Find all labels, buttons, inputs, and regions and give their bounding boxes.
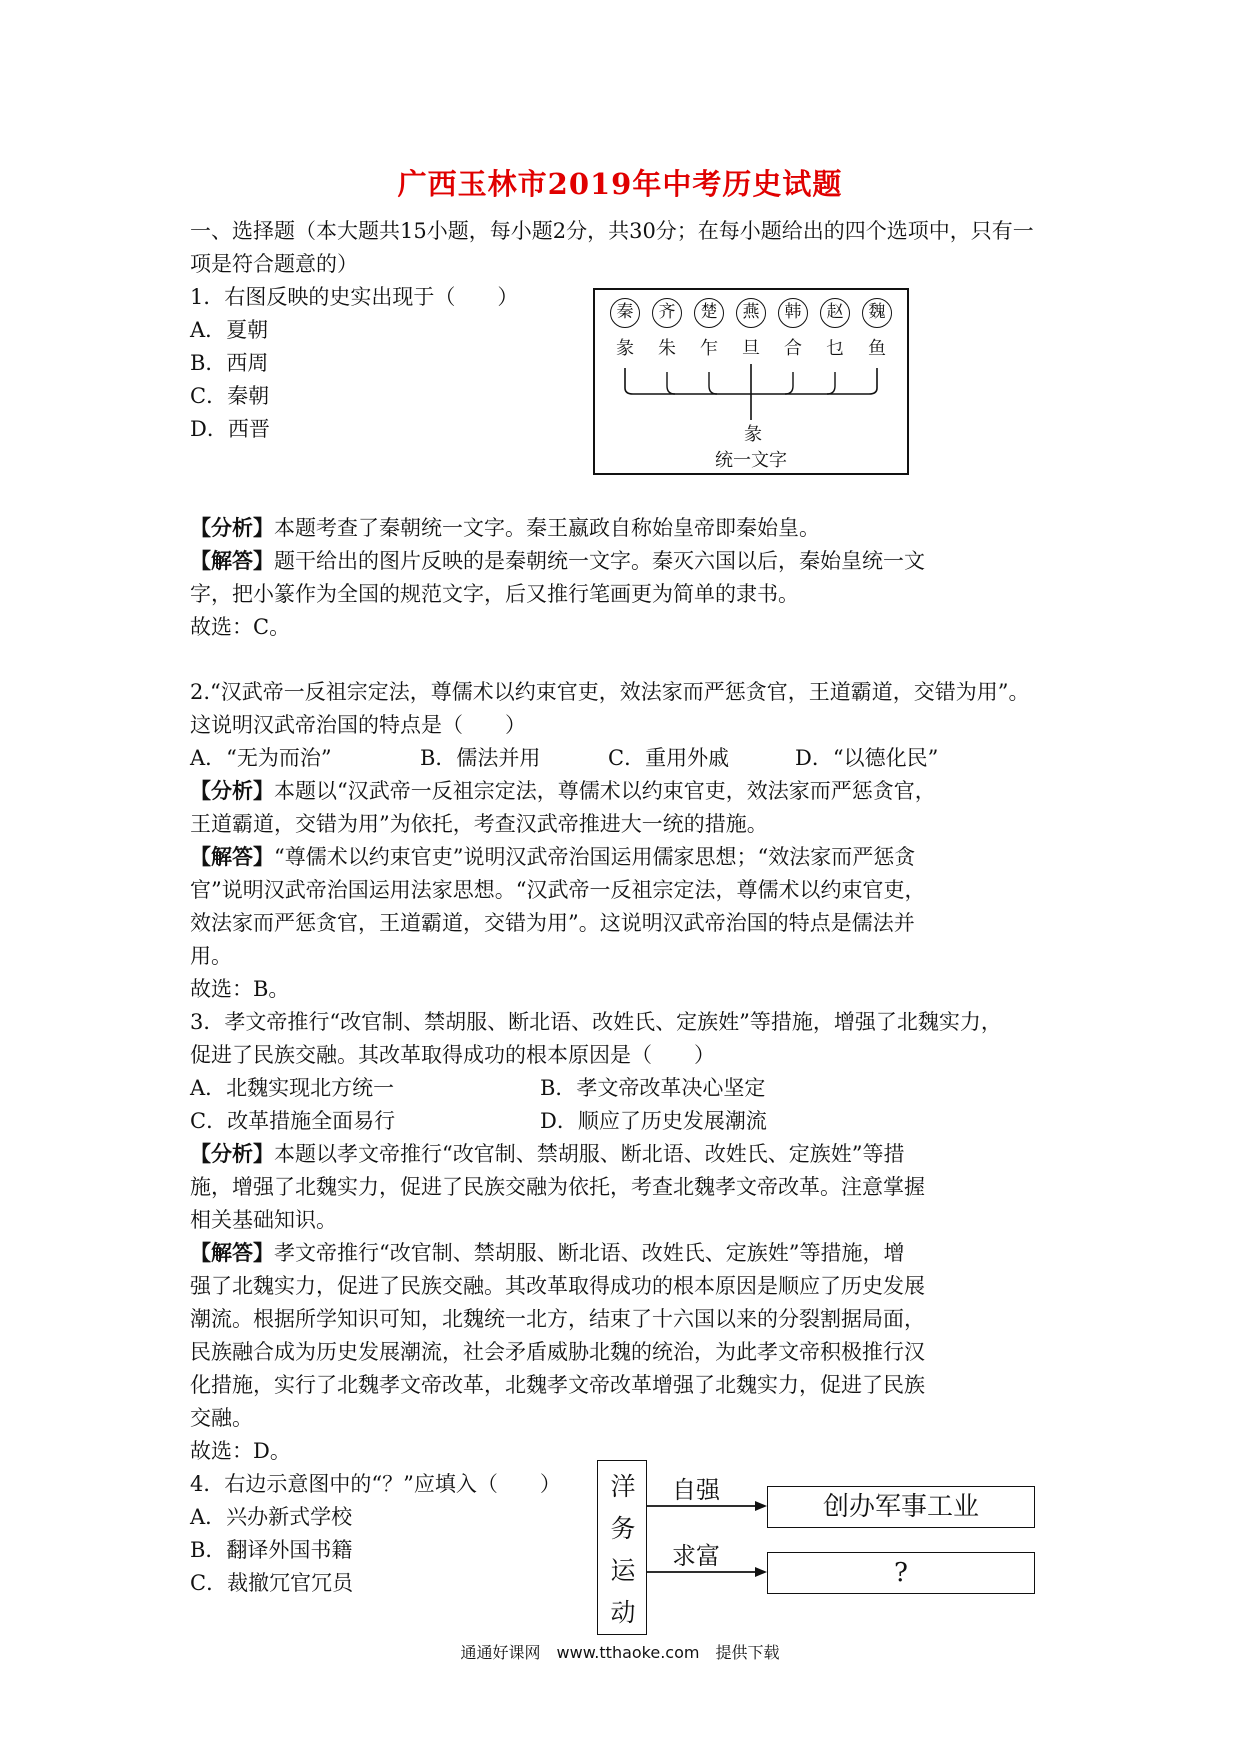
q2-stem-line2: 这说明汉武帝治国的特点是（ ） bbox=[190, 713, 526, 737]
section-header-line2: 项是符合题意的） bbox=[190, 252, 358, 276]
q3-option-d: D．顺应了历史发展潮流 bbox=[540, 1109, 767, 1133]
q2-answer-line3: 效法家而严惩贪官，王道霸道，交错为用”。这说明汉武帝治国的特点是儒法并 bbox=[190, 911, 915, 935]
q3-analysis-line2: 施，增强了北魏实力，促进了民族交融为依托，考查北魏孝文帝改革。注意掌握 bbox=[190, 1175, 925, 1199]
q2-answer-line2: 官”说明汉武帝治国运用法家思想。“汉武帝一反祖宗定法，尊儒术以约束官吏， bbox=[190, 878, 926, 902]
section-header-line1: 一、选择题（本大题共15小题，每小题2分，共30分；在每小题给出的四个选项中，只有一 bbox=[190, 219, 1034, 243]
state-seal-han: 韩 bbox=[778, 298, 808, 328]
q3-choice: 故选：D。 bbox=[190, 1439, 291, 1463]
q3-answer-line5: 化措施，实行了北魏孝文帝改革，北魏孝文帝改革增强了北魏实力，促进了民族 bbox=[190, 1373, 925, 1397]
answer-tag: 【解答】 bbox=[190, 548, 274, 573]
arrow-label-bottom: 求富 bbox=[672, 1542, 720, 1570]
state-seal-qi: 齐 bbox=[652, 298, 682, 328]
q2-analysis-line1 bbox=[190, 778, 936, 804]
q3-answer-line3: 潮流。根据所学知识可知，北魏统一北方，结束了十六国以来的分裂割据局面， bbox=[190, 1307, 925, 1331]
q3-stem-line1: 3．孝文帝推行“改官制、禁胡服、断北语、改姓氏、定族姓”等措施，增强了北魏实力， bbox=[190, 1010, 1002, 1034]
q1-stem: 1．右图反映的史实出现于（ ） bbox=[190, 285, 519, 309]
q2-option-a: A．“无为而治” bbox=[190, 746, 332, 770]
q4-option-a: A．兴办新式学校 bbox=[190, 1505, 353, 1529]
q1-option-b: B．西周 bbox=[190, 351, 269, 375]
answer-tag: 【解答】 bbox=[190, 844, 274, 869]
q3-option-c: C．改革措施全面易行 bbox=[190, 1109, 396, 1133]
state-seal-yan: 燕 bbox=[736, 298, 766, 328]
q3-option-b: B．孝文帝改革决心坚定 bbox=[540, 1076, 766, 1100]
q2-option-c: C．重用外戚 bbox=[608, 746, 730, 770]
state-glyph-yan: 旦 bbox=[742, 338, 760, 359]
q1-option-d: D．西晋 bbox=[190, 417, 270, 441]
q3-analysis-line3: 相关基础知识。 bbox=[190, 1208, 337, 1232]
vertical-char-2: 务 bbox=[610, 1514, 636, 1543]
q3-answer-line1 bbox=[190, 1240, 904, 1266]
vertical-char-4: 动 bbox=[610, 1598, 636, 1627]
analysis-tag: 【分析】 bbox=[190, 515, 274, 540]
unified-glyph: 彖 bbox=[744, 424, 762, 445]
state-seal-wei: 魏 bbox=[862, 298, 892, 328]
q2-option-d: D．“以德化民” bbox=[795, 746, 939, 770]
q3-answer-line6: 交融。 bbox=[190, 1406, 253, 1430]
state-glyph-qin: 彖 bbox=[616, 338, 634, 359]
q2-stem-line1: 2.“汉武帝一反祖宗定法，尊儒术以约束官吏，效法家而严惩贪官，王道霸道，交错为用”。 bbox=[190, 680, 1030, 704]
q1-analysis bbox=[190, 515, 820, 541]
q1-answer-line1 bbox=[190, 548, 925, 574]
analysis-tag: 【分析】 bbox=[190, 778, 274, 803]
q4-option-b: B．翻译外国书籍 bbox=[190, 1538, 353, 1562]
q4-stem: 4．右边示意图中的“？”应填入（ ） bbox=[190, 1472, 561, 1496]
footer-credit: 通通好课网 www.tthaoke.com 提供下载 bbox=[460, 1643, 780, 1662]
vertical-char-1: 洋 bbox=[610, 1472, 636, 1501]
q3-stem-line2: 促进了民族交融。其改革取得成功的根本原因是（ ） bbox=[190, 1043, 715, 1067]
vertical-char-3: 运 bbox=[610, 1556, 636, 1585]
q3-answer-line4: 民族融合成为历史发展潮流，社会矛盾威胁北魏的统治，为此孝文帝积极推行汉 bbox=[190, 1340, 925, 1364]
q2-answer-line4: 用。 bbox=[190, 944, 232, 968]
analysis-text: 本题以“汉武帝一反祖宗定法，尊儒术以约束官吏，效法家而严惩贪官， bbox=[274, 779, 936, 803]
q3-answer-line2: 强了北魏实力，促进了民族交融。其改革取得成功的根本原因是顺应了历史发展 bbox=[190, 1274, 925, 1298]
state-seal-qin: 秦 bbox=[610, 298, 640, 328]
state-glyph-wei: 鱼 bbox=[868, 338, 886, 359]
answer-text: “尊儒术以约束官吏”说明汉武帝治国运用儒家思想；“效法家而严惩贪 bbox=[274, 845, 916, 869]
q3-analysis-line1 bbox=[190, 1141, 904, 1167]
q2-choice: 故选：B。 bbox=[190, 977, 290, 1001]
state-seal-chu: 楚 bbox=[694, 298, 724, 328]
q2-answer-line1 bbox=[190, 844, 915, 870]
figure-caption: 统一文字 bbox=[715, 450, 787, 471]
state-glyph-qi: 朱 bbox=[658, 338, 676, 359]
state-glyph-han: 合 bbox=[784, 338, 802, 359]
q1-choice: 故选：C。 bbox=[190, 615, 291, 639]
q4-option-c: C．裁撤冗官冗员 bbox=[190, 1571, 354, 1595]
state-glyph-chu: 乍 bbox=[700, 338, 718, 359]
answer-text: 孝文帝推行“改官制、禁胡服、断北语、改姓氏、定族姓”等措施，增 bbox=[274, 1241, 905, 1265]
analysis-text: 本题考查了秦朝统一文字。秦王嬴政自称始皇帝即秦始皇。 bbox=[274, 516, 820, 540]
q2-analysis-line2: 王道霸道，交错为用”为依托，考查汉武帝推进大一统的措施。 bbox=[190, 812, 768, 836]
arrow-label-top: 自强 bbox=[672, 1476, 720, 1504]
box-unknown: ? bbox=[767, 1552, 1035, 1594]
analysis-tag: 【分析】 bbox=[190, 1141, 274, 1166]
analysis-text: 本题以孝文帝推行“改官制、禁胡服、断北语、改姓氏、定族姓”等措 bbox=[274, 1142, 905, 1166]
q2-option-b: B．儒法并用 bbox=[420, 746, 541, 770]
q4-figure-westernization-movement bbox=[597, 1460, 1037, 1635]
answer-text: 题干给出的图片反映的是秦朝统一文字。秦灭六国以后，秦始皇统一文 bbox=[274, 549, 925, 573]
state-seal-zhao: 赵 bbox=[820, 298, 850, 328]
q3-option-a: A．北魏实现北方统一 bbox=[190, 1076, 395, 1100]
q1-answer-line2: 字，把小篆作为全国的规范文字，后又推行笔画更为简单的隶书。 bbox=[190, 582, 799, 606]
page-title: 广西玉林市2019年中考历史试题 bbox=[397, 167, 843, 201]
q1-option-c: C．秦朝 bbox=[190, 384, 270, 408]
state-glyph-zhao: 乜 bbox=[826, 338, 844, 359]
box-military-industry: 创办军事工业 bbox=[767, 1486, 1035, 1528]
q1-figure-unified-script bbox=[593, 288, 909, 475]
answer-tag: 【解答】 bbox=[190, 1240, 274, 1265]
q1-option-a: A．夏朝 bbox=[190, 318, 269, 342]
